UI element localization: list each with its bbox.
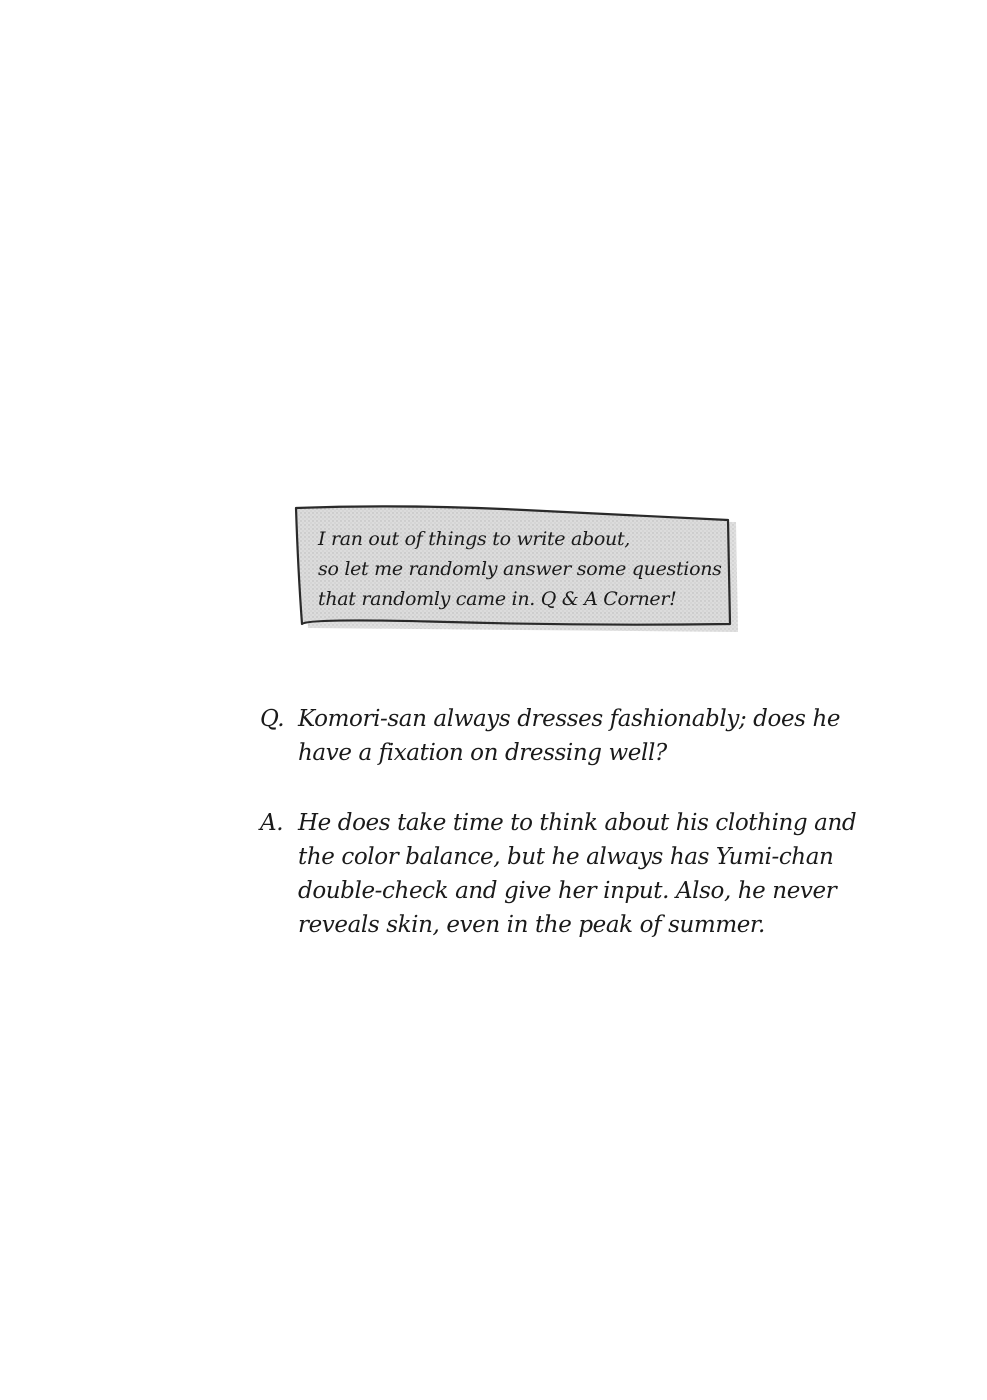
answer-marker: A. bbox=[260, 810, 284, 836]
answer-line: double-check and give her input. Also, he never bbox=[298, 878, 837, 904]
note-text bbox=[318, 524, 728, 614]
question-line: have a fixation on dressing well? bbox=[298, 740, 667, 766]
answer-text bbox=[298, 806, 856, 942]
note-line: so let me randomly answer some questions bbox=[318, 558, 722, 580]
answer-line: He does take time to think about his clothing and bbox=[298, 810, 857, 836]
answer-line: the color balance, but he always has Yumi-chan bbox=[298, 844, 834, 870]
intro-note-box bbox=[288, 500, 740, 636]
answer-line: reveals skin, even in the peak of summer. bbox=[298, 912, 765, 938]
question-text bbox=[298, 702, 840, 770]
question-marker: Q. bbox=[260, 706, 285, 732]
question-line: Komori-san always dresses fashionably; does he bbox=[298, 706, 841, 732]
note-line: that randomly came in. Q & A Corner! bbox=[318, 588, 677, 610]
note-line: I ran out of things to write about, bbox=[318, 528, 631, 550]
